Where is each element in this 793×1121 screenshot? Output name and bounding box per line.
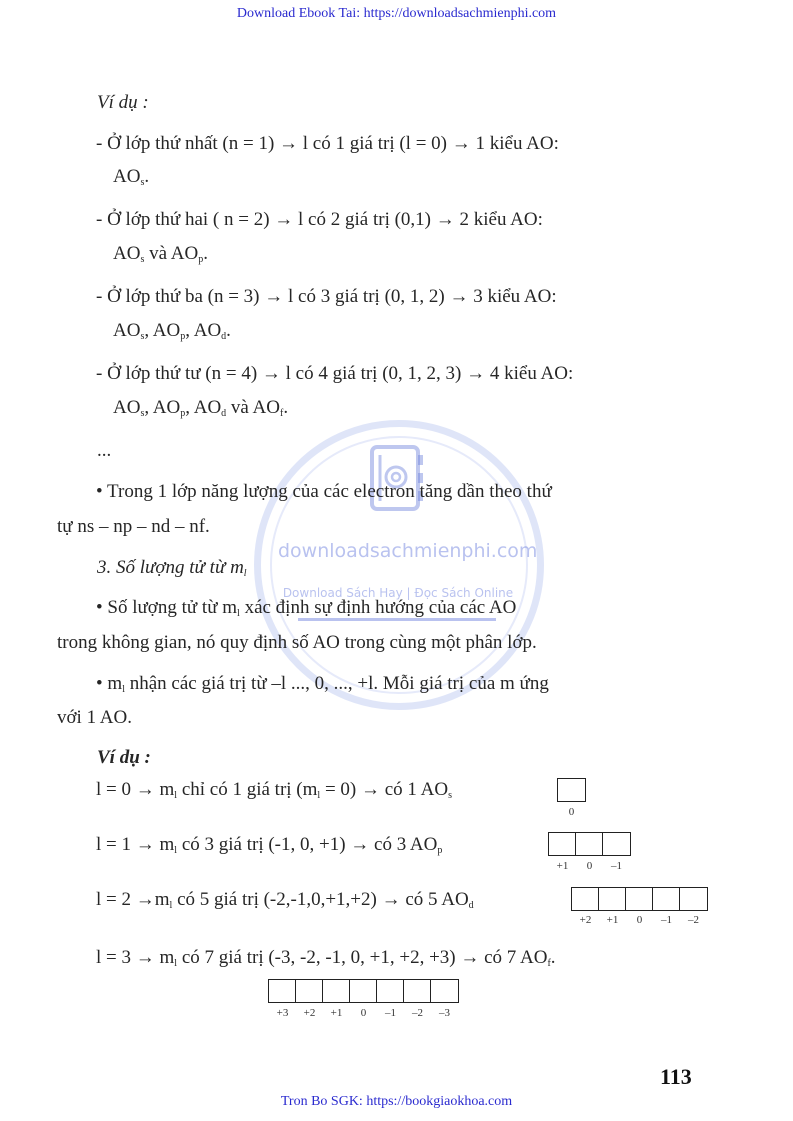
example-heading-1: Ví dụ : xyxy=(97,92,149,113)
orbital-labels-s: 0 xyxy=(568,806,575,818)
example-line-n3-cont: $AO_s$, $AO_p$, $AO_d$. xyxy=(113,320,231,342)
para-2-line-2: trong không gian, nó quy định số AO trong cùng một phân lớp. xyxy=(57,632,537,653)
section-title: 3. Số lượng tử từ $m_l$ xyxy=(97,557,247,579)
page-footer-link[interactable]: Tron Bo SGK: https://bookgiaokhoa.com xyxy=(280,1094,513,1109)
ellipsis: ... xyxy=(97,440,112,461)
orbital-boxes-d xyxy=(571,887,708,911)
orbital-labels-f: +3 +2 +1 0 –1 –2 –3 xyxy=(276,1007,450,1019)
orbital-boxes-p xyxy=(548,832,631,856)
orbital-labels-p: +1 0 –1 xyxy=(556,860,622,872)
page-header-link[interactable]: Download Ebook Tai: https://downloadsachmienphi.com xyxy=(236,6,557,21)
para-1-line-1: • Trong 1 lớp năng lượng của các electron tăng dần theo thứ xyxy=(96,481,552,502)
example-line-n2-cont: $AO_s$ và $AO_p$. xyxy=(113,243,208,265)
example-line-n1-cont: $AO_s$. xyxy=(113,166,150,188)
para-2-line-1: • Số lượng tử từ $m_l$ xác định sự định hướng của các AO xyxy=(96,597,517,619)
page-number: 113 xyxy=(660,1064,692,1089)
watermark-book-icon xyxy=(366,443,428,517)
example-line-n4-cont: $AO_s$, $AO_p$, $AO_d$ và $AO_f$. xyxy=(113,397,289,419)
para-3-line-2: với 1 AO. xyxy=(57,707,132,728)
example-heading-2: Ví dụ : xyxy=(97,747,151,768)
watermark-site: downloadsachmienphi.com xyxy=(278,540,538,562)
example-line-text: - Ở lớp thứ nhất (n = 1) → l có 1 giá trị (l = 0) → 1 kiểu AO: xyxy=(96,133,559,154)
para-1-line-2: tự ns – np – nd – nf. xyxy=(57,516,210,537)
example-line-n4: - Ở lớp thứ tư (n = 4) → l có 4 giá trị (0, 1, 2, 3) → 4 kiểu AO: xyxy=(96,363,574,384)
orbital-row-l2: $l = 2 \to m_l$ có 5 giá trị (-2,-1,0,+1,+2) → có 5 $AO_d$ xyxy=(96,889,474,911)
orbital-labels-d: +2 +1 0 –1 –2 xyxy=(579,914,699,926)
orbital-boxes-f xyxy=(268,979,459,1003)
orbital-row-l1: $l = 1 \to m_l$ có 3 giá trị (-1, 0, +1) → có 3 $AO_p$ xyxy=(96,834,443,856)
orbital-boxes-s xyxy=(557,778,586,802)
example-line-n1 xyxy=(96,133,700,156)
watermark-tagline: Download Sách Hay | Đọc Sách Online xyxy=(282,586,514,600)
orbital-row-l0: $l = 0 \to m_l$ chỉ có 1 giá trị $(m_l = 0)$ → có 1 $AO_s$ xyxy=(96,779,452,801)
orbital-row-l3: $l = 3 \to m_l$ có 7 giá trị (-3, -2, -1, 0, +1, +2, +3) → có 7 $AO_f$. xyxy=(96,947,556,969)
example-line-n2: - Ở lớp thứ hai ( n = 2) → l có 2 giá trị (0,1) → 2 kiểu AO: xyxy=(96,209,543,230)
para-3-line-1: • $m_l$ nhận các giá trị từ –l ..., 0, ..., +l. Mỗi giá trị của m ứng xyxy=(96,673,549,695)
example-line-n3: - Ở lớp thứ ba (n = 3) → l có 3 giá trị (0, 1, 2) → 3 kiểu AO: xyxy=(96,286,557,307)
